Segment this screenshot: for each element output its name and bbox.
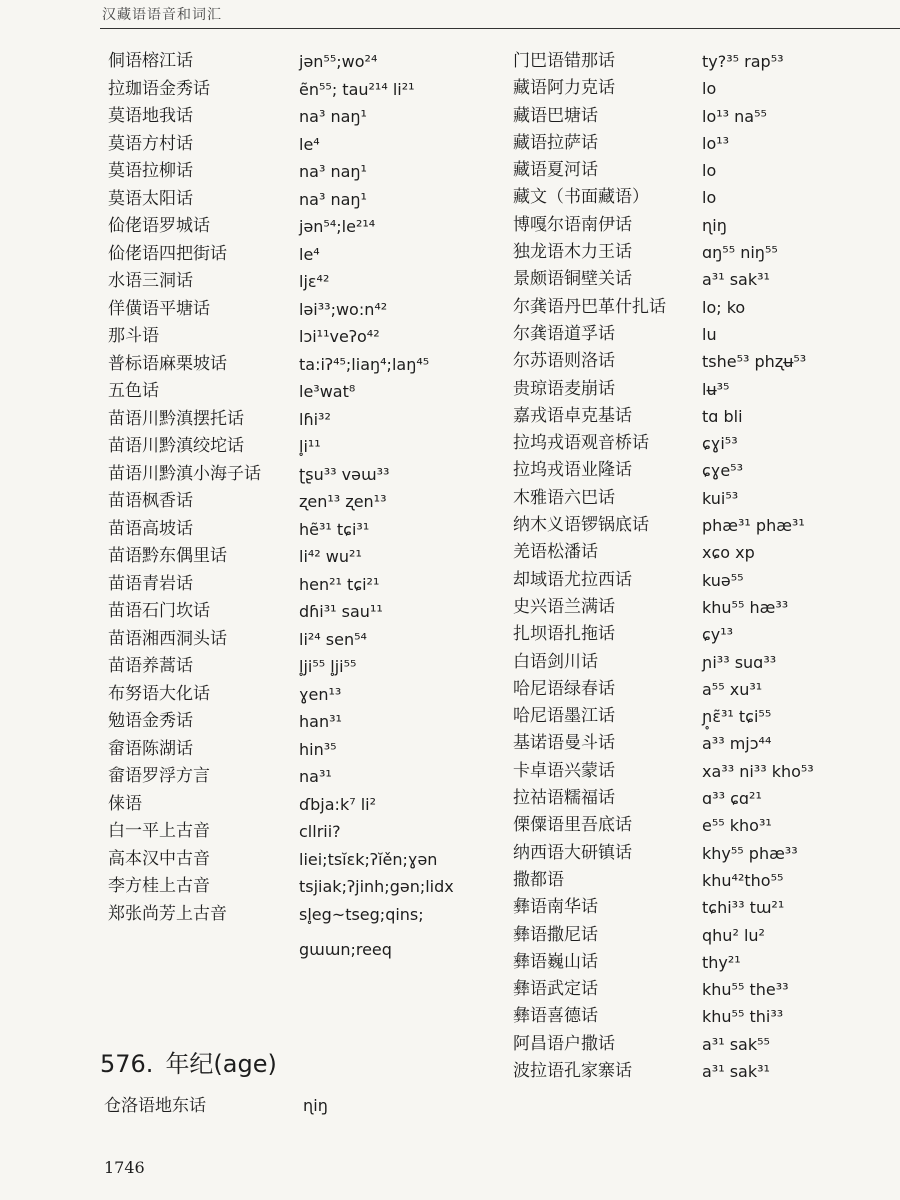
entry-row [100, 406, 505, 434]
entry-language: 苗语川黔滇绞坨话 [108, 436, 244, 456]
entry-form: ɲ̥ɛ̃³¹ tɕi⁵⁵ [702, 707, 772, 727]
entry-form: ʐen¹³ ʐen¹³ [299, 492, 387, 511]
entry-language: 景颇语铜壁关话 [513, 269, 632, 290]
entry-language: 俫语 [108, 793, 142, 814]
entry-row [505, 376, 900, 403]
section-title: 年纪(age) [165, 1050, 277, 1078]
entry-language: 彝语巍山话 [513, 951, 598, 972]
entry-row [505, 239, 900, 266]
entry-language: 水语三洞话 [108, 271, 193, 291]
entry-form: le⁴ [299, 134, 320, 154]
entry-language: 博嘎尔语南伊话 [513, 214, 632, 235]
entry-form: khy⁵⁵ phæ³³ [702, 843, 798, 863]
entry-form: e⁵⁵ kho³¹ [702, 816, 772, 836]
entry-form: lo [702, 188, 717, 208]
entry-row [100, 433, 505, 461]
entry-language: 门巴语错那话 [513, 51, 615, 71]
entry-language: 畲语陈湖话 [108, 738, 193, 759]
entry-row [100, 131, 505, 159]
entry-form: jən⁵⁵;wo²⁴ [299, 52, 378, 71]
entry-row [505, 949, 900, 976]
entry-form: lo; ko [702, 297, 746, 317]
entry-language: 藏文（书面藏语） [513, 187, 649, 208]
entry-row [505, 840, 900, 867]
entry-form: lo [702, 161, 717, 181]
entry-language: 基诺语曼斗话 [513, 733, 615, 754]
entry-row [100, 736, 505, 764]
entry-form: na³¹ [299, 767, 332, 786]
entry-language: 布努语大化话 [108, 683, 210, 704]
entry-row [100, 48, 505, 76]
entry-language: 拉坞戎语观音桥话 [513, 433, 649, 454]
entry-row [505, 485, 900, 512]
entry-form: li⁴² wu²¹ [299, 547, 362, 566]
entry-row [100, 351, 505, 379]
entry-row [100, 103, 505, 131]
entry-language: 畲语罗浮方言 [108, 766, 210, 786]
entry-form: na³ naŋ¹ [299, 162, 367, 181]
entry-form: lu [702, 324, 717, 344]
entry-language: 撒都语 [513, 869, 564, 890]
entry-language: 贵琼语麦崩话 [513, 378, 615, 399]
entry-form: xa³³ ni³³ kho⁵³ [702, 761, 814, 781]
entry-language: 莫语方村话 [108, 133, 193, 154]
entry-form: lo¹³ [702, 133, 730, 153]
entry-form: na³ naŋ¹ [299, 189, 367, 209]
entry-language: 藏语拉萨话 [513, 132, 598, 153]
entry-form: tɑ bli [702, 406, 743, 426]
section-entry-language: 仓洛语地东话 [104, 1096, 206, 1116]
entry-language: 藏语夏河话 [513, 160, 598, 181]
entry-language: 彝语撒尼话 [513, 924, 598, 945]
entry-language: 却域语尤拉西话 [513, 569, 632, 590]
entry-form: ʈʂu³³ vəɯ³³ [299, 464, 390, 484]
entry-language: 佡佬语四把街话 [108, 243, 227, 264]
entry-row [100, 708, 505, 736]
entry-form: a³¹ sak³¹ [702, 1061, 770, 1081]
entry-language: 苗语石门坎话 [108, 601, 210, 621]
entry-form: li²⁴ sen⁵⁴ [299, 629, 367, 649]
entry-form: xɕo xp [702, 543, 755, 563]
entry-row [100, 378, 505, 406]
entry-language: 苗语枫香话 [108, 491, 193, 511]
entry-row [505, 1058, 900, 1085]
entry-form: ty?³⁵ rap⁵³ [702, 52, 784, 71]
entry-form: na³ naŋ¹ [299, 107, 367, 126]
entry-row [100, 818, 505, 846]
entry-language: 纳木义语锣锅底话 [513, 515, 649, 536]
entry-form: han³¹ [299, 712, 342, 731]
entry-row [100, 296, 505, 324]
entry-language: 郑张尚芳上古音 [108, 903, 227, 924]
section-entry-row [100, 1092, 500, 1120]
entry-form: tɕhi³³ tɯ²¹ [702, 898, 785, 918]
entry-form: qhu² lu² [702, 925, 765, 945]
entry-language: 尔苏语则洛话 [513, 351, 615, 372]
entry-language: 尔龚语道孚话 [513, 323, 615, 344]
entry-row [505, 75, 900, 102]
entry-language: 独龙语木力王话 [513, 242, 632, 263]
entry-row [505, 621, 900, 648]
entry-language: 波拉语孔家寨话 [513, 1060, 632, 1081]
section-heading [100, 1044, 277, 1079]
entry-row [100, 213, 505, 241]
entry-row [505, 703, 900, 730]
entry-form: lʉ³⁵ [702, 379, 730, 399]
entry-form: lo¹³ na⁵⁵ [702, 106, 767, 126]
entry-form: ẽn⁵⁵; tau²¹⁴ li²¹ [299, 79, 415, 99]
entry-form: ɳiŋ [702, 215, 727, 235]
entry-form: le⁴ [299, 244, 320, 264]
entry-language: 彝语南华话 [513, 897, 598, 918]
entry-row [505, 567, 900, 594]
entry-row [100, 76, 505, 104]
entry-form: khu⁵⁵ thi³³ [702, 1007, 784, 1027]
entry-form: hin³⁵ [299, 739, 337, 759]
section-entry-form: ɳiŋ [303, 1096, 328, 1115]
entry-form: hẽ³¹ tɕi³¹ [299, 519, 370, 539]
entry-form: ɲi³³ suɑ³³ [702, 652, 777, 672]
entry-form: ta:iʔ⁴⁵;liaŋ⁴;laŋ⁴⁵ [299, 354, 430, 374]
entry-language: 拉珈语金秀话 [108, 78, 210, 99]
section-number: 576. [100, 1050, 154, 1078]
entry-language: 莫语地我话 [108, 106, 193, 126]
entry-language: 普标语麻栗坡话 [108, 353, 227, 374]
entry-form: lo [702, 79, 717, 99]
entry-form: a⁵⁵ xu³¹ [702, 679, 763, 699]
entry-form: liei;tsĭɛk;ʔĭěn;ɣən [299, 849, 438, 869]
entry-language: 白一平上古音 [108, 821, 210, 841]
entry-language: 史兴语兰满话 [513, 596, 615, 617]
entry-form: dɦi³¹ sau¹¹ [299, 602, 383, 621]
entry-row [100, 461, 505, 489]
entry-row [505, 294, 900, 321]
entry-row [505, 1003, 900, 1030]
entry-form: ɕy¹³ [702, 625, 734, 645]
entry-row [505, 266, 900, 293]
entry-row [100, 516, 505, 544]
right-column [505, 48, 900, 1085]
entry-row [505, 103, 900, 130]
left-continuation-form: gɯɯn;reeq [299, 940, 392, 959]
entry-form: cllrii? [299, 822, 341, 841]
entry-language: 藏语巴塘话 [513, 105, 598, 126]
entry-row [100, 763, 505, 791]
entry-form: tsjiak;ʔjinh;gən;lidx [299, 877, 454, 896]
entry-form: phæ³¹ phæ³¹ [702, 516, 805, 536]
entry-language: 扎坝语扎拖话 [513, 624, 615, 645]
entry-language: 木雅语六巴话 [513, 487, 615, 508]
entry-form: lɦi³² [299, 409, 331, 429]
entry-row [505, 539, 900, 566]
entry-form: khu⁴²tho⁵⁵ [702, 870, 784, 890]
entry-language: 苗语川黔滇摆托话 [108, 408, 244, 429]
entry-row [100, 873, 505, 901]
entry-form: ɕɣi⁵³ [702, 434, 738, 454]
entry-row [505, 922, 900, 949]
entry-row [505, 512, 900, 539]
entry-row [100, 626, 505, 654]
entry-language: 佡佬语罗城话 [108, 216, 210, 236]
entry-row [100, 653, 505, 681]
entry-form: khu⁵⁵ hæ³³ [702, 597, 789, 617]
entry-language: 莫语拉柳话 [108, 161, 193, 181]
entry-form: jən⁵⁴;le²¹⁴ [299, 217, 376, 236]
entry-row [505, 812, 900, 839]
entry-form: thy²¹ [702, 952, 741, 972]
entry-row [100, 901, 505, 929]
entry-form: khu⁵⁵ the³³ [702, 980, 789, 1000]
entry-form: ləi³³;wo:n⁴² [299, 299, 388, 319]
entry-language: 嘉戎语卓克基话 [513, 405, 632, 426]
entry-row [505, 321, 900, 348]
entry-form: tshe⁵³ phʐʉ⁵³ [702, 352, 807, 372]
entry-language: 傈僳语里吾底话 [513, 815, 632, 836]
entry-language: 白语剑川话 [513, 651, 598, 672]
entry-row [505, 594, 900, 621]
entry-form: a³³ mjɔ⁴⁴ [702, 734, 772, 754]
entry-row [100, 241, 505, 269]
entry-row [505, 649, 900, 676]
entry-row [505, 130, 900, 157]
entry-row [100, 791, 505, 819]
entry-form: kui⁵³ [702, 488, 739, 508]
entry-row [100, 268, 505, 296]
entry-language: 那斗语 [108, 326, 159, 346]
entry-row [100, 158, 505, 186]
running-header-title: 汉藏语语音和词汇 [102, 7, 222, 23]
entry-language: 苗语湘西洞头话 [108, 628, 227, 649]
entry-row [505, 348, 900, 375]
page-number: 1746 [104, 1158, 145, 1177]
entry-form: ljɛ⁴² [299, 272, 330, 291]
entry-language: 拉祜语糯福话 [513, 788, 615, 809]
entry-form: le³wat⁸ [299, 382, 356, 401]
entry-row [505, 785, 900, 812]
entry-language: 卡卓语兴蒙话 [513, 760, 615, 781]
entry-language: 勉语金秀话 [108, 711, 193, 731]
entry-row [505, 184, 900, 211]
entry-row [505, 976, 900, 1003]
entry-language: 侗语榕江话 [108, 51, 193, 71]
entry-row [505, 730, 900, 757]
entry-language: 羌语松潘话 [513, 542, 598, 563]
entry-row [505, 894, 900, 921]
entry-row [100, 323, 505, 351]
entry-language: 哈尼语墨江话 [513, 706, 615, 727]
entry-row [505, 48, 900, 75]
entry-form: lɔi¹¹veʔo⁴² [299, 327, 380, 346]
entry-row [505, 867, 900, 894]
entry-language: 莫语太阳话 [108, 188, 193, 209]
entry-row [505, 676, 900, 703]
entry-language: 李方桂上古音 [108, 876, 210, 896]
entry-form: a³¹ sak⁵⁵ [702, 1034, 770, 1054]
entry-row [505, 457, 900, 484]
entry-language: 苗语青岩话 [108, 573, 193, 594]
entry-form: ɗbja:k⁷ li² [299, 794, 377, 814]
entry-row [100, 681, 505, 709]
entry-form: ɑŋ⁵⁵ niŋ⁵⁵ [702, 243, 778, 263]
entry-language: 五色话 [108, 381, 159, 401]
entry-form: a³¹ sak³¹ [702, 270, 770, 290]
entry-form: sl̥eg~tseg;qins; [299, 904, 424, 924]
entry-row [505, 1031, 900, 1058]
entry-language: 苗语高坡话 [108, 518, 193, 539]
running-header [100, 0, 900, 29]
entry-language: 藏语阿力克话 [513, 78, 615, 99]
entry-row [505, 758, 900, 785]
entry-form: ɕɣe⁵³ [702, 461, 743, 481]
entry-form: kuə⁵⁵ [702, 570, 744, 590]
entry-form: ɑ³³ ɕɑ²¹ [702, 789, 762, 809]
entry-form: l̥ji⁵⁵ l̥ji⁵⁵ [299, 657, 357, 676]
entry-language: 高本汉中古音 [108, 848, 210, 869]
entry-row [100, 846, 505, 874]
entry-language: 彝语喜德话 [513, 1006, 598, 1027]
entry-row [100, 488, 505, 516]
entry-language: 彝语武定话 [513, 979, 598, 1000]
entry-form: l̥i¹¹ [299, 437, 321, 456]
entry-language: 尔龚语丹巴革什扎话 [513, 296, 666, 317]
entry-language: 苗语川黔滇小海子话 [108, 463, 261, 484]
entry-row [100, 543, 505, 571]
entry-row [100, 571, 505, 599]
entry-form: hen²¹ tɕi²¹ [299, 574, 380, 594]
entry-language: 纳西语大研镇话 [513, 842, 632, 863]
entry-language: 拉坞戎语业隆话 [513, 460, 632, 481]
entry-row [505, 403, 900, 430]
entry-language: 苗语养蒿话 [108, 656, 193, 676]
entry-language: 佯僙语平塘话 [108, 298, 210, 319]
entry-language: 阿昌语户撒话 [513, 1033, 615, 1054]
entry-row [505, 157, 900, 184]
entry-language: 哈尼语绿春话 [513, 678, 615, 699]
entry-row [505, 212, 900, 239]
entry-row [505, 430, 900, 457]
entry-form: ɣen¹³ [299, 684, 342, 704]
entry-language: 苗语黔东偶里话 [108, 546, 227, 566]
entry-row [100, 186, 505, 214]
left-column [100, 48, 505, 928]
entry-row [100, 598, 505, 626]
